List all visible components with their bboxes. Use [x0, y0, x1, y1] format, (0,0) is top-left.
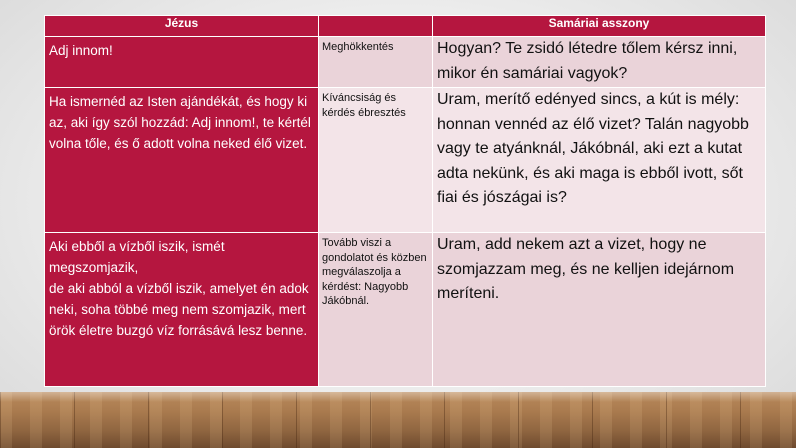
cell-note [319, 233, 433, 387]
note-text: Tovább viszi a gondolatot és közben megválaszolja a kérdést: Nagyobb Jákóbnál. [322, 237, 427, 308]
table-row [45, 37, 766, 88]
header-note [319, 16, 433, 37]
table-row [45, 233, 766, 387]
header-jezus: Jézus [45, 16, 319, 37]
cell-samariai [433, 37, 766, 88]
cell-note [319, 37, 433, 88]
samariai-text: Hogyan? Te zsidó létedre tőlem kérsz inni, mikor én samáriai vagyok? [437, 40, 738, 82]
jezus-text: Adj innom! [49, 43, 113, 58]
note-text: Meghökkentés [322, 41, 394, 53]
comparison-table [44, 15, 766, 387]
table-header-row [45, 16, 766, 37]
samariai-text: Uram, merítő edényed sincs, a kút is mély: honnan vennéd az élő vizet? Talán nagyobb vagy te atyánknál, Jákóbnál, aki ezt a kutat adta nekünk, és aki maga is ebből ivott, sőt fiai és jószágai is? [437, 91, 749, 206]
jezus-text: Aki ebből a vízből iszik, ismét megszomjazik, de aki abból a vízből iszik, amelyet én adok neki, soha többé meg nem szomjazik, mert örök életre buzgó víz forrásává lesz benne. [49, 239, 309, 338]
cell-jezus [45, 233, 319, 387]
jezus-text: Ha ismernéd az Isten ajándékát, és hogy ki az, aki így szól hozzád: Adj innom!, te kértél volna tőle, és ő adott volna neked élő vizet. [49, 94, 311, 151]
wooden-floor-decoration [0, 392, 796, 448]
cell-samariai [433, 88, 766, 233]
note-text: Kíváncsiság és kérdés ébresztés [322, 92, 406, 119]
cell-samariai [433, 233, 766, 387]
cell-jezus [45, 88, 319, 233]
table-row [45, 88, 766, 233]
cell-jezus [45, 37, 319, 88]
cell-note [319, 88, 433, 233]
samariai-text: Uram, add nekem azt a vizet, hogy ne szomjazzam meg, és ne kelljen idejárnom meríteni. [437, 236, 735, 302]
header-samariai: Samáriai asszony [433, 16, 766, 37]
